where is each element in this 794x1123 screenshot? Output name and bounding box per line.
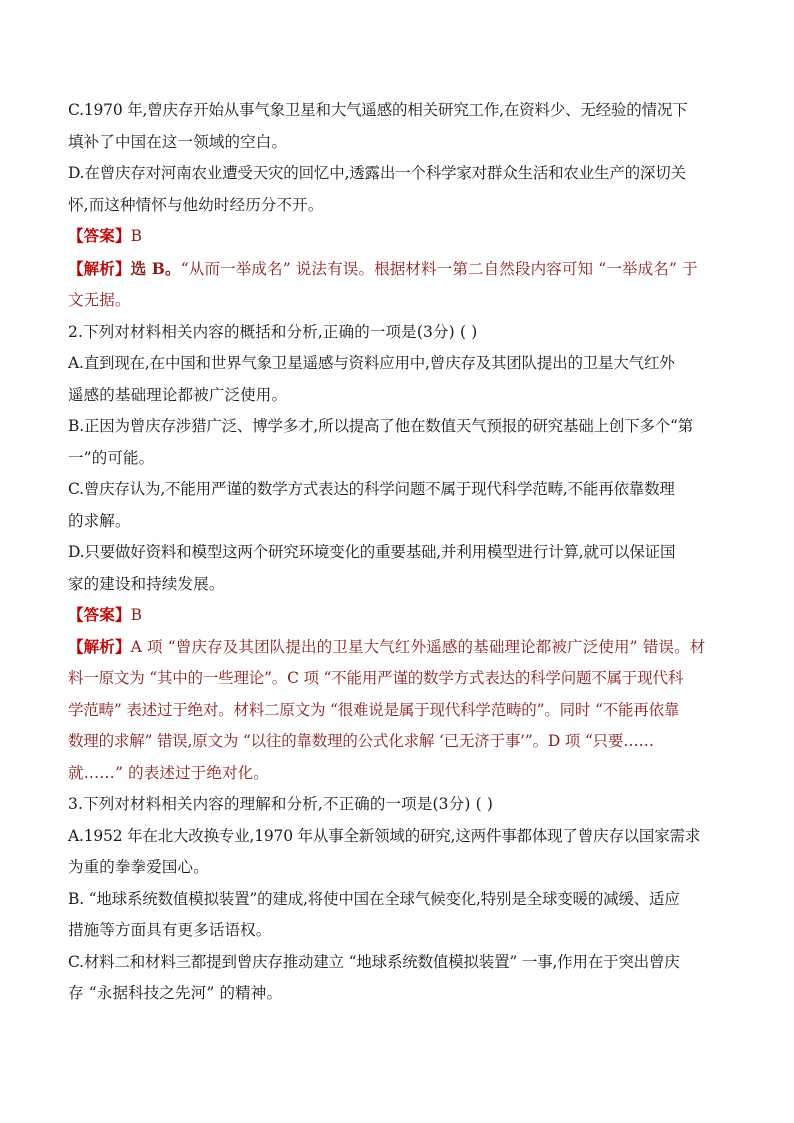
answer-value: B	[130, 606, 143, 624]
q3-option-c-line2: 存 “永据科技之先河” 的精神。	[68, 984, 283, 1002]
q1-option-c-line1: C.1970 年,曾庆存开始从事气象卫星和大气遥感的相关研究工作,在资料少、无经验的情况下	[68, 101, 688, 119]
analysis-1-lead: 选 B。	[130, 258, 181, 278]
q2-option-c-line2: 的求解。	[68, 511, 131, 530]
analysis-1-line2: 文无据。	[68, 291, 131, 309]
q2-option-b-line2: 一”的可能。	[68, 448, 155, 467]
analysis-2-text: A 项 “曾庆存及其团队提出的卫星大气红外遥感的基础理论都被广泛使用” 错误。材	[130, 637, 706, 656]
q2-option-b-line1: B.正因为曾庆存涉猎广泛、博学多才,所以提高了他在数值天气预报的研究基础上创下多个“第	[68, 417, 694, 435]
q3-option-b-line1: B. “地球系统数值模拟装置”的建成,将使中国在全球气候变化,特别是全球变暖的减缓、适应	[68, 889, 680, 908]
answer-tag: 【答案】	[68, 606, 131, 624]
q1-option-c-line2: 填补了中国在这一领域的空白。	[68, 132, 288, 151]
analysis-2-line1	[68, 632, 728, 664]
q2-option-a-line2: 遥感的基础理论都被广泛使用。	[68, 385, 288, 404]
q1-option-d-line1: D.在曾庆存对河南农业遭受天灾的回忆中,透露出一个科学家对群众生活和农业生产的深切关	[68, 164, 686, 182]
analysis-2-line2: 料一原文为 “其中的一些理论”。C 项 “不能用严谨的数学方式表达的科学问题不属于现代科	[68, 669, 684, 687]
analysis-2-line4: 数理的求解” 错误,原文为 “以往的靠数理的公式化求解 ‘已无济于事’”。D 项 “只要……	[68, 732, 654, 750]
answer-tag: 【答案】	[68, 227, 131, 245]
analysis-2-line3: 学范畴” 表述过于绝对。材料二原文为 “很难说是属于现代科学范畴的”。同时 “不能再依靠	[68, 700, 680, 719]
answer-2	[68, 600, 728, 632]
q3-option-c-line1: C.材料二和材料三都提到曾庆存推动建立 “地球系统数值模拟装置” 一事,作用在于突出曾庆	[68, 952, 680, 971]
analysis-tag: 【解析】	[68, 259, 131, 278]
q1-option-d-line2: 怀,而这种情怀与他幼时经历分不开。	[68, 195, 324, 214]
analysis-tag: 【解析】	[68, 637, 131, 656]
q3-option-b-line2: 措施等方面具有更多话语权。	[68, 921, 272, 939]
answer-value: B	[130, 227, 143, 245]
q2-option-d-line1: D.只要做好资料和模型这两个研究环境变化的重要基础,并利用模型进行计算,就可以保证国	[68, 543, 676, 561]
document-page	[68, 95, 728, 1010]
q2-option-d-line2: 家的建设和持续发展。	[68, 574, 225, 593]
q3-stem: 3.下列对材料相关内容的理解和分析,不正确的一项是(3分) ( )	[68, 795, 494, 813]
q2-option-a-line1: A.直到现在,在中国和世界气象卫星遥感与资料应用中,曾庆存及其团队提出的卫星大气红外	[68, 354, 675, 372]
answer-1	[68, 221, 728, 253]
analysis-1-text: “从而一举成名” 说法有误。根据材料一第二自然段内容可知 “一举成名” 于	[180, 259, 698, 278]
q2-stem: 2.下列对材料相关内容的概括和分析,正确的一项是(3分) ( )	[68, 322, 478, 341]
analysis-1-line1	[68, 253, 728, 286]
q2-option-c-line1: C.曾庆存认为,不能用严谨的数学方式表达的科学问题不属于现代科学范畴,不能再依靠数理	[68, 480, 675, 498]
q3-option-a-line1: A.1952 年在北大改换专业,1970 年从事全新领域的研究,这两件事都体现了曾庆存以国家需求	[68, 826, 701, 845]
analysis-2-line5: 就……” 的表述过于绝对化。	[68, 763, 269, 782]
q3-option-a-line2: 为重的拳拳爱国心。	[68, 858, 209, 876]
